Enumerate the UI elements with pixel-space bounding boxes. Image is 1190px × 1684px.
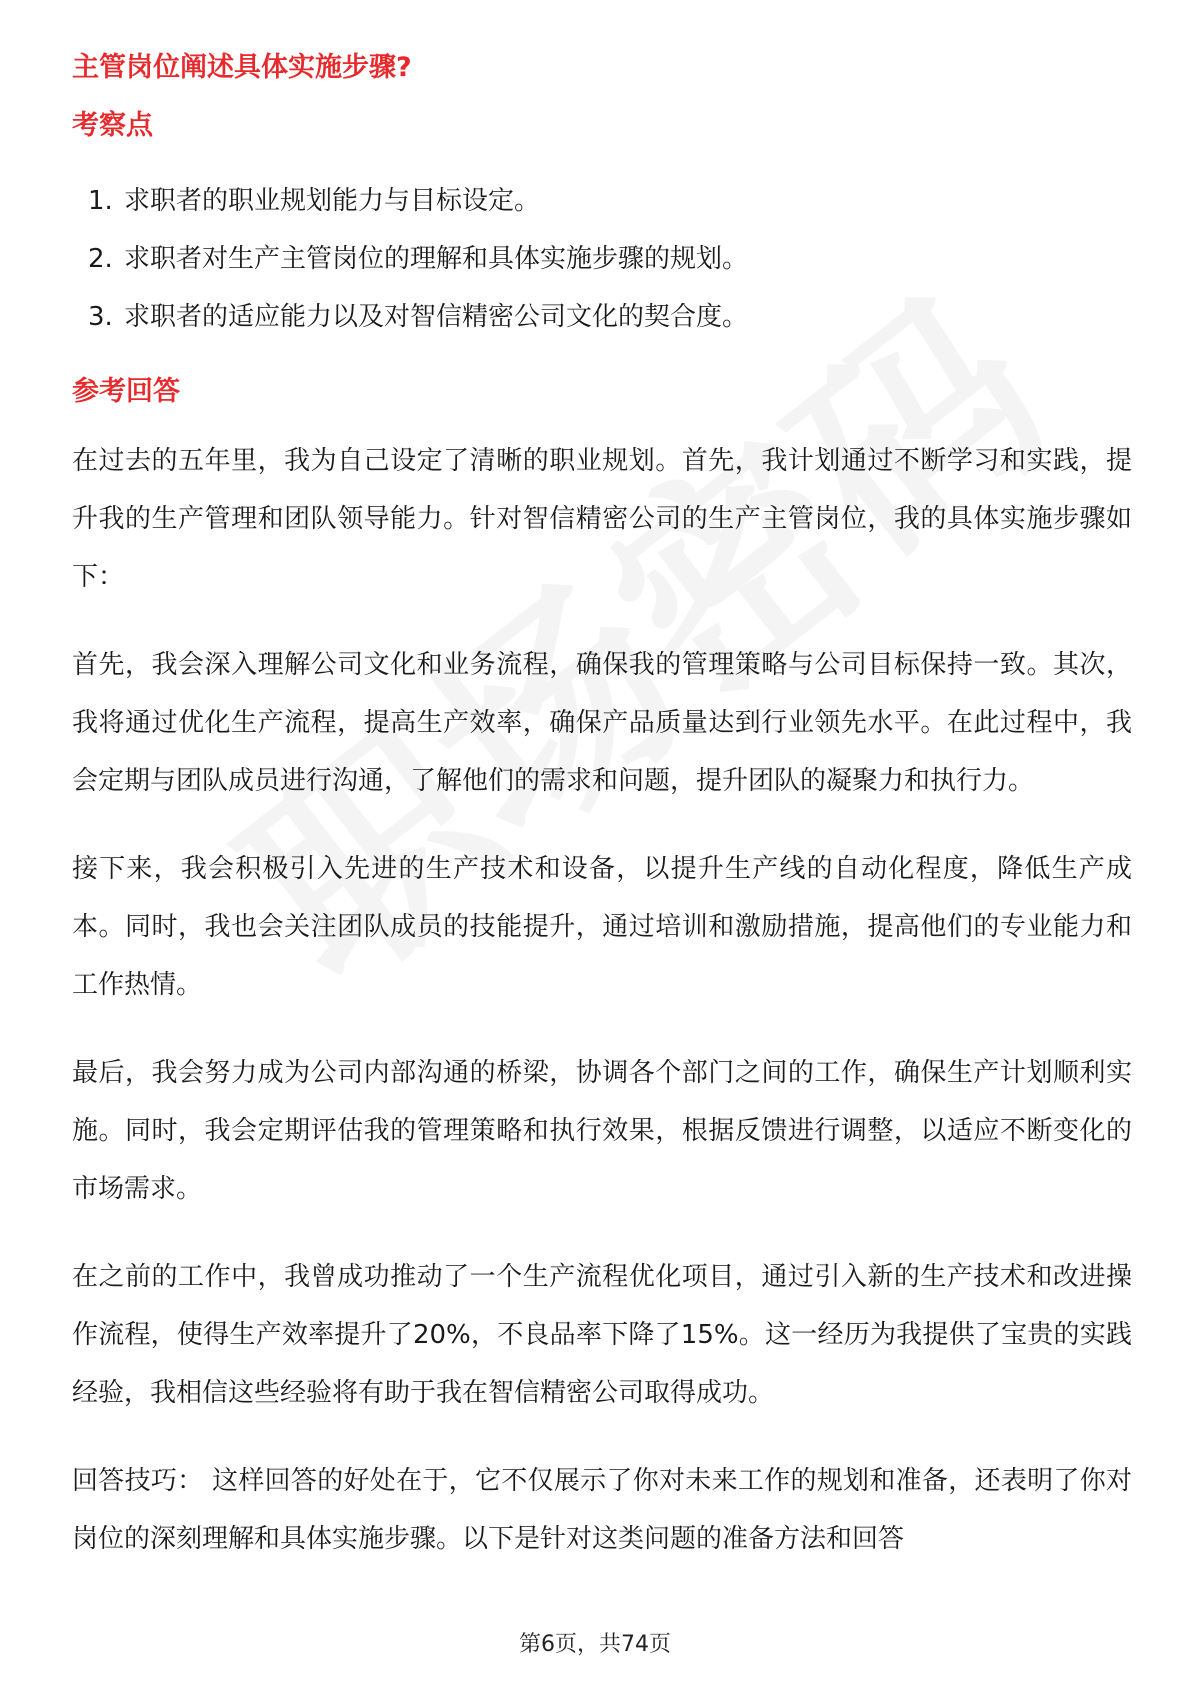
page-number: 第6页，共74页 bbox=[519, 1632, 671, 1657]
list-item-number: 1. bbox=[88, 186, 113, 216]
answer-paragraph: 在过去的五年里，我为自己设定了清晰的职业规划。首先，我计划通过不断学习和实践，提升我的生产管理和团队领导能力。针对智信精密公司的生产主管岗位，我的具体实施步骤如下： bbox=[72, 446, 1132, 592]
list-item-text: 求职者的适应能力以及对智信精密公司文化的契合度。 bbox=[124, 302, 749, 332]
list-item bbox=[72, 172, 1132, 230]
answer-heading: 参考回答 bbox=[72, 376, 180, 407]
list-item-text: 求职者的职业规划能力与目标设定。 bbox=[124, 186, 541, 216]
exam-points-heading: 考察点 bbox=[72, 110, 153, 141]
answer-paragraph: 在之前的工作中，我曾成功推动了一个生产流程优化项目，通过引入新的生产技术和改进操作流程，使得生产效率提升了20%，不良品率下降了15%。这一经历为我提供了宝贵的实践经验，我相信这些经验将有助于我在智信精密公司取得成功。 bbox=[72, 1262, 1132, 1408]
question-title: 主管岗位阐述具体实施步骤? bbox=[72, 52, 412, 83]
answer-paragraph: 首先，我会深入理解公司文化和业务流程，确保我的管理策略与公司目标保持一致。其次，我将通过优化生产流程，提高生产效率，确保产品质量达到行业领先水平。在此过程中，我会定期与团队成员进行沟通，了解他们的需求和问题，提升团队的凝聚力和执行力。 bbox=[72, 650, 1132, 796]
page-content bbox=[72, 48, 1132, 1598]
list-item-text: 求职者对生产主管岗位的理解和具体实施步骤的规划。 bbox=[124, 244, 749, 274]
list-item bbox=[72, 288, 1132, 346]
list-item-number: 2. bbox=[88, 244, 113, 274]
answer-tips-paragraph: 回答技巧： 这样回答的好处在于，它不仅展示了你对未来工作的规划和准备，还表明了你对岗位的深刻理解和具体实施步骤。以下是针对这类问题的准备方法和回答 bbox=[72, 1466, 1132, 1554]
answer-paragraph: 最后，我会努力成为公司内部沟通的桥梁，协调各个部门之间的工作，确保生产计划顺利实施。同时，我会定期评估我的管理策略和执行效果，根据反馈进行调整，以适应不断变化的市场需求。 bbox=[72, 1058, 1132, 1204]
list-item-number: 3. bbox=[88, 302, 113, 332]
exam-points-list bbox=[72, 172, 1132, 346]
answer-paragraph: 接下来，我会积极引入先进的生产技术和设备，以提升生产线的自动化程度，降低生产成本。同时，我也会关注团队成员的技能提升，通过培训和激励措施，提高他们的专业能力和工作热情。 bbox=[72, 854, 1132, 1000]
list-item bbox=[72, 230, 1132, 288]
